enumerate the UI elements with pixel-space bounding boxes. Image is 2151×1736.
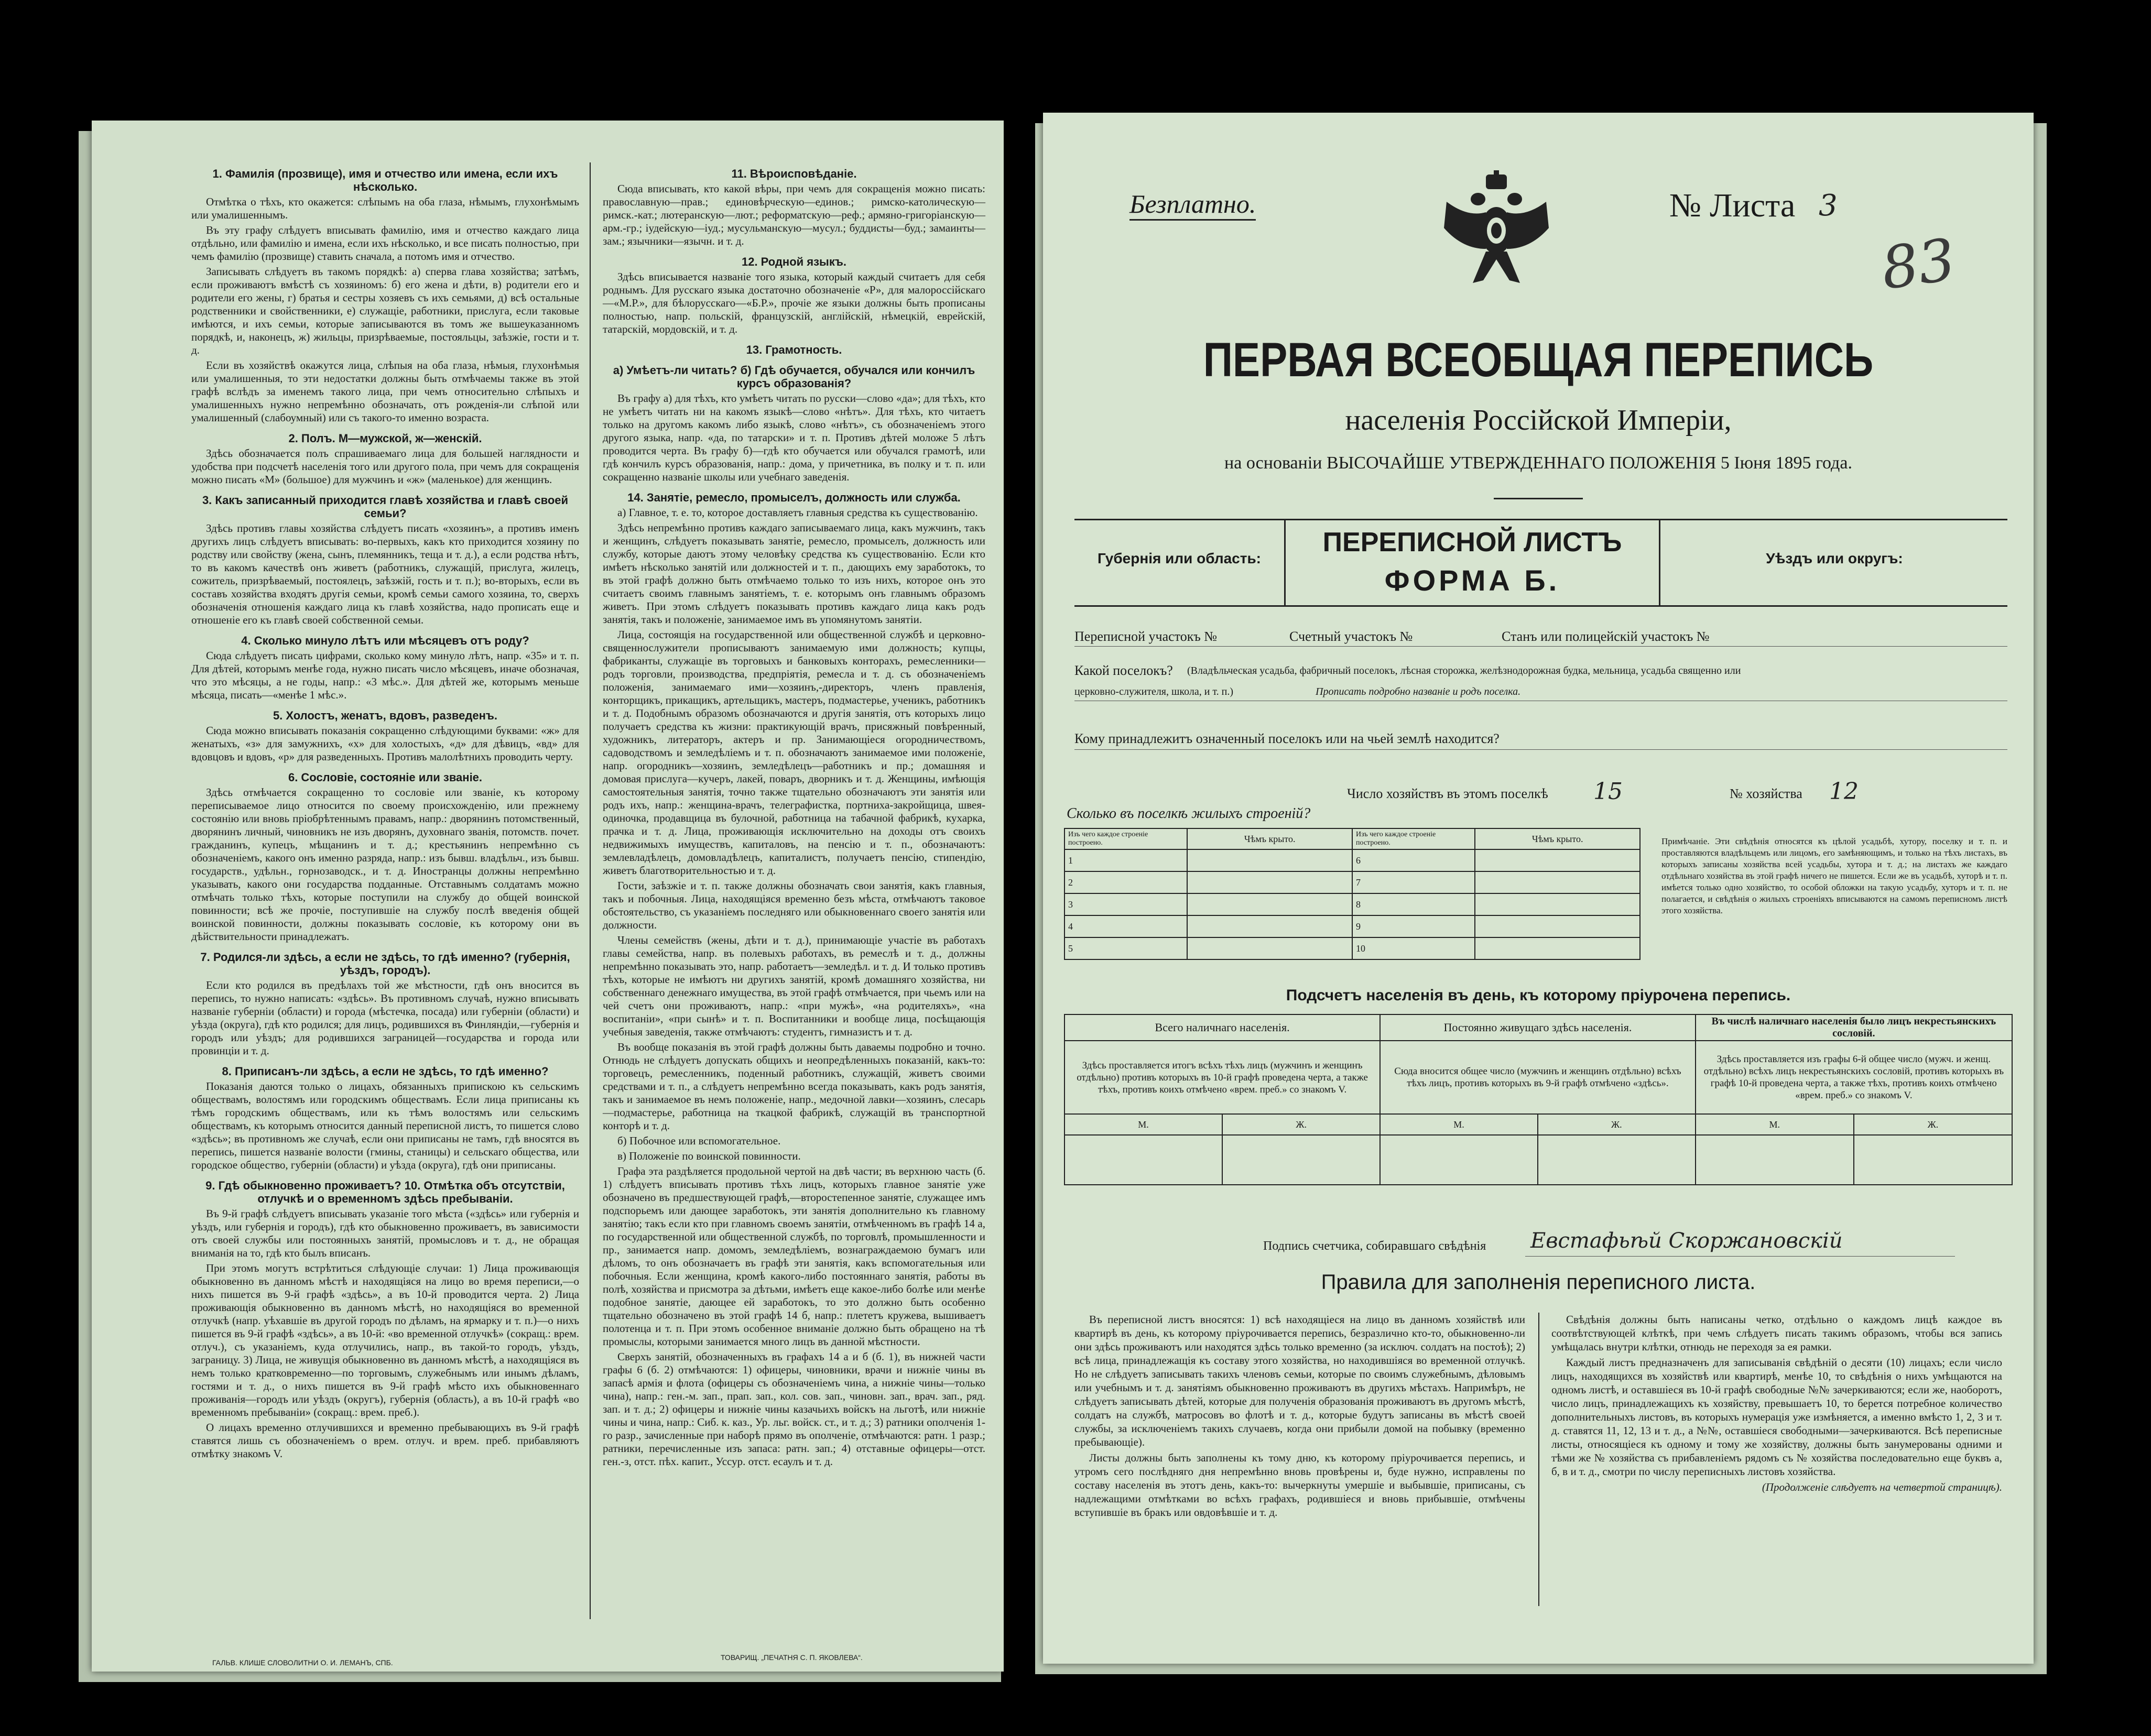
- household-number-label: № хозяйства: [1730, 786, 1802, 801]
- form-subtitle: ФОРМА Б.: [1384, 564, 1560, 597]
- households-value: 15: [1593, 778, 1623, 805]
- instruction-paragraph: Въ вообще показанія въ этой графѣ должны быть даваемы подробно и точно. Отнюдь не слѣдуетъ допускать общихъ и неопредѣленныхъ показаній, какъ-то: торговецъ, ремесленникъ, поденный работникъ, служащій, живетъ своими средствами и т. п., а слѣдуетъ непремѣнно всегда показывать, какъ родъ занятія, такъ и занимаемое въ немъ положеніе, напр., медочной лавки—хозяинъ, слесарь—подмастерье, работница на ткацкой фабрикѣ, служащій въ транспортной конторѣ и т. д.: [603, 1041, 985, 1132]
- instruction-paragraph: Показанія даются только о лицахъ, обязанныхъ припискою къ сельскимъ обществамъ, волостямъ или городскимъ обществамъ. Если лица приписаны къ тѣмъ городскимъ обществамъ, или къ тѣмъ волостямъ или сельскимъ обществамъ, къ которымъ относится данный переписной листъ, то пишется слово «здѣсь»; въ противномъ же случаѣ, если они приписаны не тамъ, гдѣ вносятся въ перепись, пишется названіе волости (гмины, станицы) и сельскаго общества, или городское общество, губерніи (области) и уѣзда (округа), гдѣ они приписаны.: [191, 1080, 579, 1171]
- document-title: ПЕРВАЯ ВСЕОБЩАЯ ПЕРЕПИСЬ: [1203, 333, 1874, 387]
- count-col-permanent-head: Постоянно живущаго здѣсь населенія.: [1380, 1014, 1695, 1041]
- buildings-col-roof-right: Чѣмъ крыто.: [1475, 828, 1640, 849]
- instruction-paragraph: Графа эта раздѣляется продольной чертой на двѣ части; въ верхнюю часть (б. 1) слѣдуетъ вписывать противъ тѣхъ лицъ, которыхъ главное занятіе уже обозначено въ предшествующей графѣ,—второстепенное занятіе, служащее имъ подспорьемъ или дающее заработокъ, эти занятія дополнительно къ главному занятію; такъ если кто при главномъ своемъ занятіи, отмѣченномъ въ графѣ 14 а, по государственной или общественной службѣ, по торговлѣ, промышленности и пр., занимается напр. домомъ, земледѣліемъ, вознаграждаемою бумагъ или дѣломъ, то онъ обозначаетъ въ графѣ эти занятія, какъ вспомогательныя или побочныя. Если женщина, кромѣ какого-либо постояннаго занятія, работы въ полѣ, хозяйства и присмотра за дѣтьми, имѣетъ еще какое-либо болѣе или менѣе подобное занятіе, дающее ей заработокъ, то это должно быть особенно тщательно обозначено въ этой графѣ 14 б, напр.: плететъ кружева, вышиваетъ полотенца и т. п. При этомъ особенное вниманіе должно быть обращено на тѣ промыслы, которыми занимается много лицъ въ данной мѣстности.: [603, 1165, 985, 1348]
- count-area-label: Счетный участокъ №: [1289, 629, 1413, 644]
- instruction-heading: 4. Сколько минуло лѣтъ или мѣсяцевъ отъ роду?: [241, 634, 529, 647]
- instruction-heading: 2. Полъ. М—мужской, ж—женскій.: [288, 432, 482, 445]
- buildings-col-roof-left: Чѣмъ крыто.: [1187, 828, 1352, 849]
- buildings-cell: [1187, 893, 1352, 915]
- population-count-title: Подсчетъ населенія въ день, къ которому пріурочена перепись.: [1286, 987, 1791, 1004]
- buildings-note: Примѣчаніе. Эти свѣдѣнія относятся къ цѣлой усадьбѣ, хутору, поселку и т. п. и проставляются владѣльцемъ или лицомъ, его замѣняющимъ, и только на тѣхъ листахъ, въ которыхъ записаны хозяйства всей усадьбы, хутора и т. д.; на листахъ же каждаго отдѣльнаго хозяйства въ этой графѣ ничего не пишется. Если же въ усадьбѣ, хуторѣ и т. п. имѣется только одно хозяйство, то особой обложки на такую усадьбу, хуторъ и т. п. не полагается, и свѣдѣнія о жилыхъ строеніяхъ вписываются на самомъ переписномъ листѣ этого хозяйства.: [1661, 836, 2007, 915]
- instruction-paragraph: а) Главное, т. е. то, которое доставляетъ главныя средства къ существованію.: [617, 506, 978, 519]
- instruction-paragraph: Сюда вписывать, кто какой вѣры, при чемъ для сокращенія можно писать: православную—прав.; единовѣрческую—единов.; римско-католическую—римск.-кат.; лютеранскую—лют.; реформатскую—реф.; армяно-григоріанскую—арм.-гр.; іудейскую—іуд.; мусульманскую—мусул.; буддисты—буд.; замаинты—зам.; язычники—язычн. и т. д.: [603, 182, 985, 247]
- settlement-hint: (Владѣльческая усадьба, фабричный поселокъ, лѣсная сторожка, желѣзнодорожная будка, мельница, усадьба священно или: [1187, 665, 1741, 676]
- rules-right-paragraph: Свѣдѣнія должны быть написаны четко, отдѣльно о каждомъ лицѣ каждое въ соотвѣтствующей клѣткѣ, при чемъ слѣдуетъ писать такимъ образомъ, чтобы вся запись умѣщалась внутри клѣтки, отнюдь не переходя за ея рамки.: [1551, 1313, 2002, 1353]
- header-box-divider-right: [1659, 519, 1660, 607]
- buildings-col-material-left: Изъ чего каждое строеніе построено.: [1064, 828, 1187, 849]
- sheet-number-label: № Листа: [1669, 187, 1796, 224]
- instruction-paragraph: Отмѣтка о тѣхъ, кто окажется: слѣпымъ на оба глаза, нѣмымъ, глухонѣмымъ или умалишеннымъ.: [191, 195, 579, 221]
- instruction-heading: 9. Гдѣ обыкновенно проживаетъ? 10. Отмѣтка объ отсутствіи, отлучкѣ и о временномъ здѣсь пребываніи.: [205, 1179, 565, 1205]
- instruction-heading: 12. Родной языкъ.: [741, 255, 847, 268]
- instruction-paragraph: Здѣсь отмѣчается сокращенно то сословіе или званіе, къ которому переписываемое лицо относится по своему происхожденію, или прежнему состоянію или вновь пріобрѣтеннымъ правамъ, напр.: дворянинъ потомственный, дворянинъ личный, чиновникъ не изъ дворянъ, духовнаго званія, потомств. почет. гражданинъ, купецъ, мѣщанинъ и т. д.; крестьянинъ непремѣнно съ обозначеніемъ, какого онъ именно разряда, напр.: изъ бывш. владѣльч., изъ бывш. государств., удѣльн., горнозаводск., и т. д. Иностранцы должны непремѣнно указывать, какого они государства подданные. Отставнымъ солдатамъ можно отмѣчать только тѣхъ, которые поступили на службу до общей воинской повинности; всѣ же прочіе, поступившіе на службу послѣ введенія общей воинской повинности, должны показывать сословіе, къ которому они въ дѣйствительности принадлежатъ.: [191, 786, 579, 943]
- free-label: Безплатно.: [1129, 189, 1256, 221]
- instructions-column-1: [191, 160, 579, 1462]
- police-area-label: Станъ или полицейскій участокъ №: [1502, 629, 1710, 644]
- header-box-top: [1074, 519, 2007, 520]
- title-rule: [1494, 498, 1583, 499]
- buildings-row-number: 1: [1064, 849, 1187, 871]
- buildings-cell: [1475, 937, 1640, 959]
- rules-column-left: [1074, 1313, 1525, 1521]
- document-subtitle: населенія Россійской Имперіи,: [1345, 404, 1732, 436]
- instruction-paragraph: Сюда можно вписывать показанія сокращенно слѣдующими буквами: «ж» для женатыхъ, «з» для замужнихъ, «х» для холостыхъ, «д» для дѣвицъ, «вд» для вдовцовъ и вдовъ, «р» для разведенныхъ. Противъ малолѣтнихъ проводить черту.: [191, 724, 579, 763]
- settlement-label: Какой поселокъ?: [1074, 663, 1173, 678]
- instruction-paragraph: Если въ хозяйствѣ окажутся лица, слѣпыя на оба глаза, нѣмыя, глухонѣмыя или умалишенныя, то эти недостатки должны быть отмѣчаемы также въ этой графѣ вслѣдъ за именемъ такого лица, при чемъ относительно слѣпыхъ и умалишенныхъ нужно непремѣнно обозначать, отъ рожденія-ли слѣпой или умалишенный (слабоумный) или съ такого-то именно возраста.: [191, 359, 579, 424]
- count-col-permanent-text: Сюда вносится общее число (мужчинъ и женщинъ отдѣльно) всѣхъ тѣхъ лицъ, противъ которыхъ въ 9-й графѣ отмѣчено «здѣсь».: [1380, 1041, 1695, 1114]
- count-col-nonpeasant-text: Здѣсь проставляется изъ графы 6-й общее число (мужч. и женщ. отдѣльно) всѣхъ лицъ некрестьянскихъ сословій, противъ которыхъ въ графѣ 10-й проведена черта, а также тѣхъ, противъ коихъ отмѣчено «врем. преб.» со знакомъ V.: [1696, 1041, 2012, 1114]
- buildings-row-number: 2: [1064, 871, 1187, 893]
- buildings-row-number: 5: [1064, 937, 1187, 959]
- instructions-column-2: [603, 160, 985, 1470]
- instruction-paragraph: Гости, заѣзжіе и т. п. также должны обозначать свои занятія, какъ главныя, такъ и побочныя. Лица, находящіяся временно безъ мѣста, отмѣчаютъ таковое обстоятельство, съ указаніемъ последняго или обыкновеннаго своего занятія или должности.: [603, 879, 985, 931]
- count-cell: [1538, 1135, 1696, 1185]
- district-label: Уѣздъ или округъ:: [1766, 550, 1903, 566]
- buildings-row-number: 3: [1064, 893, 1187, 915]
- rules-right-paragraph-2: Каждый листъ предназначенъ для записыванія свѣдѣній о десяти (10) лицахъ; если число лицъ, находящихся въ хозяйствѣ или квартирѣ, менѣе 10, то свѣдѣнія о нихъ умѣщаются на одномъ листѣ, и оставшіеся въ 10-й графѣ свободные №№ зачеркиваются; если же, наоборотъ, число лицъ, принадлежащихъ къ хозяйству, превышаетъ 10, то берется потребное количество дополнительныхъ листовъ, въ которыхъ нумерація уже измѣняется, а именно вмѣсто 1, 2, 3 и т. д. ставятся 11, 12, 13 и т. д., а №№, оставшіеся свободными—зачеркиваются. Всѣ переписные листы, относящіеся къ одному и тому же хозяйству, должны быть занумерованы одними и тѣми же № хозяйства съ прибавленіемъ рядомъ съ № хозяйства последовательно еще буквъ а, б, в и т. д., смотри по числу переписныхъ листовъ хозяйства.: [1551, 1356, 2002, 1478]
- instruction-paragraph: б) Побочное или вспомогательное.: [617, 1134, 781, 1147]
- rules-divider: [1538, 1313, 1539, 1606]
- buildings-cell: [1475, 849, 1640, 871]
- form-title: ПЕРЕПИСНОЙ ЛИСТЪ: [1322, 527, 1622, 558]
- settlement-hint-3: Прописать подробно названіе и родъ поселка.: [1316, 686, 1521, 697]
- printer-credit-right: ТОВАРИЩ. „ПЕЧАТНЯ С. П. ЯКОВЛЕВА“.: [721, 1653, 863, 1662]
- buildings-row-number: 7: [1352, 871, 1475, 893]
- count-cell: [1222, 1135, 1380, 1185]
- rules-title: Правила для заполненія переписного листа.: [1321, 1271, 1756, 1294]
- count-col-nonpeasant-head: Въ числѣ наличнаго населенія было лицъ некрестьянскихъ сословій.: [1696, 1014, 2012, 1041]
- document-basis: на основаніи ВЫСОЧАЙШЕ УТВЕРЖДЕННАГО ПОЛОЖЕНІЯ 5 Іюня 1895 года.: [1224, 453, 1852, 473]
- instruction-paragraph: Здѣсь противъ главы хозяйства слѣдуетъ писать «хозяинъ», а противъ именъ другихъ лицъ слѣдуетъ вписывать: во-первыхъ, какъ кто приходится хозяину по родству или свойству (жена, сынъ, племянникъ, теща и т. д.), а если родства нѣтъ, то въ какомъ качествѣ онъ живетъ (работникъ, служащій, прислуга, жилецъ, сожитель, призрѣваемый, постоялецъ, заѣзжій, гость и т. п.); во-вторыхъ, если въ составъ хозяйства входятъ другія семьи, кромѣ семьи самого хозяина, то, сверхъ обозначенія отношенія каждаго лица къ главѣ хозяйства, надо прописать еще и отношеніе его къ главѣ своей собственной семьи.: [191, 522, 579, 626]
- instruction-heading: 11. Вѣроисповѣданіе.: [731, 167, 857, 180]
- zh-label: Ж.: [1854, 1114, 2012, 1135]
- rules-left-paragraph-2: Листы должны быть заполнены къ тому дню, къ которому пріурочивается перепись, и утромъ сего послѣдняго дня непремѣнно вновь провѣрены и, буде нужно, исправлены по составу населенія въ этотъ день, какъ-то: вычеркнуты умершіе и выбывшіе, приписаны, съ надлежащими отмѣтками во всѣхъ графахъ, родившіеся и вновь прибывшіе, отмѣчены вступившіе въ бракъ или овдовѣвшіе и т. д.: [1074, 1451, 1525, 1519]
- instruction-paragraph: в) Положеніе по воинской повинности.: [617, 1150, 801, 1162]
- instruction-paragraph: Члены семействъ (жены, дѣти и т. д.), принимающіе участіе въ работахъ главы семейства, напр. въ полевыхъ работахъ, въ ремеслѣ и т. д., должны непремѣнно показывать это, напр. работаетъ—земледѣл. и т. д. И только противъ тѣхъ, которые не имѣютъ ни другихъ занятій, кромѣ домашняго хозяйства, ни собственнаго денежнаго имущества, въ этой графѣ отмѣчается, при чьемъ или на чей счетъ они проживаютъ, напр.: «при мужѣ», «на родителяхъ», «на воспитаніи», «при сынѣ» и т. п. Воспитанники и вообще лица, посѣщающія учебныя заведенія, также отмѣчаютъ: студентъ, гимназистъ и т. д.: [603, 934, 985, 1038]
- column-divider: [590, 162, 591, 1619]
- buildings-row-number: 8: [1352, 893, 1475, 915]
- address-line-3: [1074, 749, 2007, 750]
- instruction-heading: 13. Грамотность.: [746, 343, 842, 356]
- household-number-value: 12: [1829, 778, 1859, 805]
- instruction-paragraph: Здѣсь вписывается названіе того языка, который каждый считаетъ для себя роднымъ. Для русскаго языка достаточно обозначеніе «Р», для малороссійскаго—«М.Р.», для бѣлорусскаго—«Б.Р.», прочіе же языки должны быть прописаны полностью, напр. польскій, французскій, англійскій, нѣмецкій, еврейскій, татарскій, мордовскій, и т. д.: [603, 270, 985, 335]
- instruction-paragraph: Здѣсь непремѣнно противъ каждаго записываемаго лица, какъ мужчинъ, такъ и женщинъ, слѣдуетъ показывать занятіе, ремесло, промыселъ, должность или службу, которые даютъ этому человѣку средства къ существованію. Если кто имѣетъ нѣсколько занятій или должностей и т. п., дающихъ ему заработокъ, то въ этой графѣ должно быть отмѣчаемо только то изъ нихъ, которое онъ это считаетъ своимъ главнымъ занятіемъ, т. е. которымъ онъ главнымъ образомъ живетъ. При этомъ слѣдуетъ показывать противъ каждаго лица какъ родъ занятія, такъ и положеніе, занимаемое имъ въ упомянутомъ занятіи.: [603, 521, 985, 626]
- enumerator-signature: Евстафьѣй Скоржановскій: [1530, 1229, 1843, 1253]
- rules-left-paragraph: Въ переписной листъ вносятся: 1) всѣ находящіеся на лицо въ данномъ хозяйствѣ или квартирѣ въ день, къ которому пріурочивается перепись, безразлично кто-то, обыкновенно-ли они здѣсь проживаютъ или находятся здѣсь только временно (за исключ. солдатъ на постоѣ); 2) всѣ лица, принадлежащія къ составу этого хозяйства, но находившіяся во временной отлучкѣ. Но не слѣдуетъ записывать такихъ членовъ семьи, которые по своимъ служебнымъ, дѣловымъ или учебнымъ и т. д. занятіямъ обыкновенно проживаютъ въ другихъ мѣстахъ. Напримѣръ, не слѣдуетъ записывать дѣтей, которые для полученія образованія проживаютъ въ другомъ мѣстѣ, солдатъ на службѣ, матросовъ во флотѣ и т. д., которые будутъ записаны въ мѣстѣ своей службы, за исключеніемъ такихъ случаевъ, когда они прибыли домой на побывку (временно пребывающіе).: [1074, 1313, 1525, 1448]
- count-cell: [1696, 1135, 1854, 1185]
- settlement-hint-2: церковно-служителя, школа, и т. п.): [1074, 686, 1233, 697]
- zh-label: Ж.: [1538, 1114, 1696, 1135]
- instruction-heading: 6. Сословіе, состояніе или званіе.: [288, 771, 483, 784]
- instruction-paragraph: Если кто родился въ предѣлахъ той же мѣстности, гдѣ онъ вносится въ перепись, то нужно написать: «здѣсь». Въ противномъ случаѣ, нужно вписывать названіе губерніи (области) и города (мѣстечка, посада) или губерніи (области) и уѣзда (округа), гдѣ кто родился; для лицъ, родившихся въ Финляндіи,—губернія и городъ или уѣздъ; для родившихся заграницей—государства и города или провинціи и т. д.: [191, 979, 579, 1057]
- handwritten-page-number: 83: [1877, 225, 1960, 303]
- instruction-heading: а) Умѣетъ-ли читать? б) Гдѣ обучается, обучался или кончилъ курсъ образованія?: [613, 364, 975, 390]
- count-col-present-text: Здѣсь проставляется итогъ всѣхъ тѣхъ лицъ (мужчинъ и женщинъ отдѣльно) противъ которыхъ въ 10-й графѣ проведена черта, а также тѣхъ, противъ коихъ отмѣчено «врем. преб.» со знакомъ V.: [1064, 1041, 1380, 1114]
- m-label: М.: [1380, 1114, 1538, 1135]
- buildings-col-material-right: Изъ чего каждое строеніе построено.: [1352, 828, 1475, 849]
- buildings-cell: [1187, 871, 1352, 893]
- buildings-cell: [1475, 915, 1640, 937]
- instruction-paragraph: Въ эту графу слѣдуетъ вписывать фамилію, имя и отчество каждаго лица отдѣльно, или фамилію и имена, если ихъ нѣсколько, и все писать полностью, при чемъ фамилію (прозвище) ставить сначала, а потомъ имя и отчество.: [191, 224, 579, 263]
- buildings-cell: [1187, 937, 1352, 959]
- instruction-paragraph: Лица, состоящія на государственной или общественной службѣ и церковно-священнослужители прописываютъ занимаемую ими должность; купцы, фабриканты, служащіе въ торговыхъ и банковыхъ конторахъ, ремесленники—родъ торговли, производства, предпріятія, ремесла и т. д. съ обозначеніемъ положенія, занимаемаго ими—хозяинъ,-директоръ, членъ правленія, конторщикъ, прикащикъ, артельщикъ, мастеръ, подмастерье, ученикъ, работникъ и т. д. Подобнымъ образомъ обозначаются и другія занятія, отъ которыхъ лицо получаетъ средства къ жизни: практикующій врачъ, присяжный повѣренный, художникъ, литераторъ, актеръ и пр. Занимающіеся огородничествомъ, садоводствомъ и земледѣліемъ и т. п. обозначаютъ занимаемое ими положеніе, напр. огородникъ—хозяинъ, земледѣлецъ—работникъ и пр.; домашняя и домовая прислуга—кучеръ, лакей, поваръ, дворникъ и т. д. Женщины, имѣющія самостоятельныя занятія, точно также тщательно обозначаютъ эти занятія или родъ ихъ, напр.: женщина-врачъ, телеграфистка, портниха-закройщица, швея-одиночка, продавщица въ булочной, работница на табачной фабрикѣ, кухарка, прачка и т. д. Лица, проживающія исключительно на доходы отъ своихъ недвижимыхъ имуществъ, капиталовъ, на пенсію и т. п., обозначаютъ: землевладѣлецъ, домовладѣлецъ, капиталистъ, получаетъ пенсію, стипендію, живетъ благотворительностью и т. д.: [603, 628, 985, 877]
- count-cell: [1064, 1135, 1222, 1185]
- instruction-paragraph: Въ графу а) для тѣхъ, кто умѣетъ читать по русски—слово «да»; для тѣхъ, кто не умѣетъ читать ни на какомъ языкѣ—слово «нѣтъ». Для тѣхъ, кто читаетъ только на другомъ какомъ либо языкѣ, слово «нѣтъ», съ обозначеніемъ этого другого языка, напр. «да, по татарски» и т. п. Противъ дѣтей моложе 5 лѣтъ проводится черта. Въ графу б)—гдѣ кто обучается или обучался грамотѣ, или гдѣ кончилъ курсъ образованія, напр.: дома, у причетника, въ полку и т. п. или сокращенно названіе школы или учебнаго заведенія.: [603, 392, 985, 483]
- buildings-cell: [1475, 893, 1640, 915]
- zh-label: Ж.: [1222, 1114, 1380, 1135]
- buildings-cell: [1187, 849, 1352, 871]
- count-col-present-head: Всего наличнаго населенія.: [1064, 1014, 1380, 1041]
- buildings-table: [1064, 828, 1641, 960]
- instruction-paragraph: Записывать слѣдуетъ въ такомъ порядкѣ: а) сперва глава хозяйства; затѣмъ, если проживаютъ вмѣстѣ съ хозяиномъ: б) его жена и дѣти, в) родители его и родители его жены, г) братья и сестры хозяевъ съ ихъ семьями, д) всѣ остальные родственники и свойственники, е) служащіе, работники, прислуга, если таковые имѣются, и ихъ семьи, которые записываются въ томъ же вышеуказанномъ порядкѣ, и, наконецъ, ж) жильцы, призрѣваемые, постояльцы, заѣзжіе, гости и т. д.: [191, 265, 579, 356]
- header-box-bottom: [1074, 605, 2007, 607]
- count-cell: [1380, 1135, 1538, 1185]
- buildings-label: Сколько въ поселкѣ жилыхъ строеній?: [1067, 805, 1311, 822]
- instruction-heading: 1. Фамилія (прозвище), имя и отчество или имена, если ихъ нѣсколько.: [212, 167, 558, 193]
- instruction-heading: 3. Какъ записанный приходится главѣ хозяйства и главѣ своей семьи?: [202, 494, 569, 520]
- signature-label: Подпись счетчика, собиравшаго свѣдѣнія: [1263, 1239, 1486, 1253]
- instruction-paragraph: О лицахъ временно отлучившихся и временно пребывающихъ въ 9-й графѣ ставятся лишь съ обозначеніемъ о врем. отлуч. и врем. преб. прибавляютъ отмѣтку знакомъ V.: [191, 1421, 579, 1460]
- population-count-table: [1064, 1014, 2013, 1185]
- instruction-heading: 7. Родился-ли здѣсь, а если не здѣсь, то гдѣ именно? (губернія, уѣздъ, городъ).: [200, 951, 570, 977]
- printer-credit-left: ГАЛЬВ. КЛИШЕ СЛОВОЛИТНИ О. И. ЛЕМАНЪ, СПБ.: [212, 1658, 393, 1667]
- right-page-census-form: [1043, 113, 2034, 1664]
- sheet-number-value: 3: [1819, 189, 1838, 223]
- left-page-instructions: [92, 121, 1004, 1672]
- instruction-heading: 14. Занятіе, ремесло, промыселъ, должность или служба.: [627, 491, 961, 504]
- buildings-cell: [1475, 871, 1640, 893]
- instruction-heading: 5. Холостъ, женатъ, вдовъ, разведенъ.: [273, 709, 498, 722]
- count-cell: [1854, 1135, 2012, 1185]
- buildings-row-number: 10: [1352, 937, 1475, 959]
- instruction-paragraph: Здѣсь обозначается полъ спрашиваемаго лица для большей наглядности и удобства при подсчетѣ населенія того или другого пола, при чемъ для сокращенія можно писать «М» (большое) для мужчинъ и «ж» (маленькое) для женщинъ.: [191, 447, 579, 486]
- instruction-paragraph: Сверхъ занятій, обозначенныхъ въ графахъ 14 а и б (б. 1), въ нижней части графы 6 (б. 2) отмѣчаются: 1) офицеры, чиновники, врачи и нижніе чины въ запасѣ армія и флота (офицеры съ обозначеніемъ чина, а нижніе чины—только чина), напр.: ген.-м. зап., прап. зап., кол. сов. зап., чиновн. зап., врач. зап., ряд. зап. и т. д.; 2) офицеры и нижніе чины казачьихъ войскъ на льготѣ, или нижніе чины и чина, напр.: Сиб. к. каз., Ур. льг. войск. ст., и т. д.; 3) ратники ополченія 1-го разр., зачисленные при наборѣ прямо въ ополченіе, отмѣчаются: ратн. 1 разр.; ратники, перечисленные изъ запаса: ратн. зап.; 4) отставные офицеры—отст. ген.-з, отст. пѣх. капит., Уссур. отст. есаулъ и т. д.: [603, 1350, 985, 1468]
- imperial-eagle-emblem-icon: [1436, 170, 1557, 291]
- instruction-paragraph: Въ 9-й графѣ слѣдуетъ вписывать указаніе того мѣста («здѣсь» или губернія и уѣздъ, или губернія и городъ), гдѣ кто обыкновенно проживаетъ, въ зависимости отъ своей службы или постоянныхъ занятій, промысловъ и т. д., не обращая вниманія на то, гдѣ кто былъ вписанъ.: [191, 1207, 579, 1259]
- rules-continued-note: (Продолженіе слѣдуетъ на четвертой страницѣ).: [1762, 1481, 2002, 1493]
- buildings-row-number: 6: [1352, 849, 1475, 871]
- m-label: М.: [1064, 1114, 1222, 1135]
- rules-column-right: [1551, 1313, 2002, 1496]
- instruction-paragraph: При этомъ могутъ встрѣтиться слѣдующіе случаи: 1) Лица проживающія обыкновенно въ данномъ мѣстѣ и находящіяся на лицо во время переписи,—о нихъ пишется въ 9-й графѣ «здѣсь», а въ 10-й проводится черта. 2) Лица проживающія обыкновенно въ данномъ мѣстѣ, но находящіяся во временной отлучкѣ (напр. уѣхавшіе въ другой городъ по дѣламъ, на ярмарку и т. п.)—о нихъ пишется въ 9-й графѣ «здѣсь», а въ 10-й: «во временной отлучкѣ» (сокращ.: врем. отлуч.), съ указаніемъ, куда отлучились, напр., въ такой-то городъ, уѣздъ, заграницу. 3) Лица, не живущія обыкновенно въ данномъ мѣстѣ, а находящіяся въ немъ только кратковременно—по торговымъ, служебнымъ или инымъ дѣламъ, гостями и т. д., о нихъ пишется въ 9-й графѣ мѣсто ихъ обыкновеннаго проживанія—городъ или уѣздъ (округъ), губернія (область), а въ 10-й графѣ «во временномъ пребываніи» (сокращ.: врем. преб.).: [191, 1262, 579, 1418]
- buildings-row-number: 4: [1064, 915, 1187, 937]
- instruction-paragraph: Сюда слѣдуетъ писать цифрами, сколько кому минуло лѣтъ, напр. «35» и т. п. Для дѣтей, которымъ менѣе года, нужно писать число мѣсяцевъ, иначе обозначая, что это мѣсяцы, а не годы, напр.: «3 мѣс.». Для дѣтей же, которымъ меньше мѣсяца, писать—«менѣе 1 мѣс.».: [191, 649, 579, 701]
- signature-line: [1525, 1256, 1955, 1257]
- buildings-cell: [1187, 915, 1352, 937]
- province-label: Губернія или область:: [1097, 550, 1262, 566]
- m-label: М.: [1696, 1114, 1854, 1135]
- households-label: Число хозяйствъ въ этомъ поселкѣ: [1347, 786, 1548, 801]
- buildings-row-number: 9: [1352, 915, 1475, 937]
- owner-label: Кому принадлежитъ означенный поселокъ или на чьей землѣ находится?: [1074, 731, 1500, 746]
- census-area-label: Переписной участокъ №: [1074, 629, 1218, 644]
- instruction-heading: 8. Приписанъ-ли здѣсь, а если не здѣсь, то гдѣ именно?: [222, 1065, 549, 1078]
- address-line-1: [1074, 646, 2007, 647]
